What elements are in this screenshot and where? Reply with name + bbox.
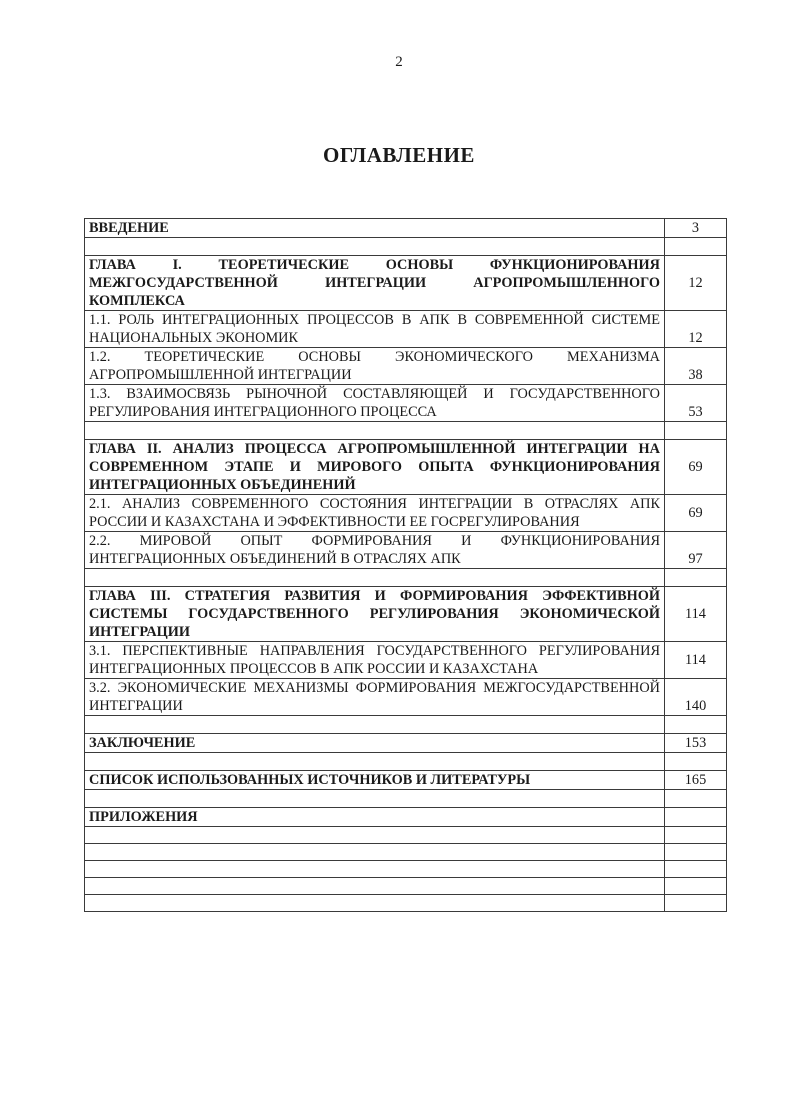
toc-entry-title: 2.2. МИРОВОЙ ОПЫТ ФОРМИРОВАНИЯ И ФУНКЦИОНИРОВАНИЯ ИНТЕГРАЦИОННЫХ ОБЪЕДИНЕНИЙ В ОТРАСЛЯХ АПК [85, 532, 665, 569]
toc-row-section-1-1 [85, 311, 727, 348]
toc-empty-row [85, 878, 727, 895]
toc-entry-title: 3.2. ЭКОНОМИЧЕСКИЕ МЕХАНИЗМЫ ФОРМИРОВАНИЯ МЕЖГОСУДАРСТВЕННОЙ ИНТЕГРАЦИИ [85, 679, 665, 716]
toc-entry-page: 53 [665, 385, 727, 422]
toc-entry-page: 140 [665, 679, 727, 716]
toc-entry-page: 114 [665, 587, 727, 642]
toc-row-section-1-3 [85, 385, 727, 422]
toc-empty-row [85, 827, 727, 844]
toc-entry-title: СПИСОК ИСПОЛЬЗОВАННЫХ ИСТОЧНИКОВ И ЛИТЕРАТУРЫ [85, 771, 665, 790]
toc-entry-title: ГЛАВА III. СТРАТЕГИЯ РАЗВИТИЯ И ФОРМИРОВАНИЯ ЭФФЕКТИВНОЙ СИСТЕМЫ ГОСУДАРСТВЕННОГО РЕГУЛИРОВАНИЯ ЭКОНОМИЧЕСКОЙ ИНТЕГРАЦИИ [85, 587, 665, 642]
toc-row-chapter-3 [85, 587, 727, 642]
toc-entry-page: 153 [665, 734, 727, 753]
toc-row-chapter-1 [85, 256, 727, 311]
toc-row-conclusion [85, 734, 727, 753]
toc-entry-page: 97 [665, 532, 727, 569]
toc-row-section-2-1 [85, 495, 727, 532]
toc-entry-title: 2.1. АНАЛИЗ СОВРЕМЕННОГО СОСТОЯНИЯ ИНТЕГРАЦИИ В ОТРАСЛЯХ АПК РОССИИ И КАЗАХСТАНА И ЭФФЕКТИВНОСТИ ЕЕ ГОСРЕГУЛИРОВАНИЯ [85, 495, 665, 532]
toc-entry-title: ВВЕДЕНИЕ [85, 219, 665, 238]
toc-entry-page: 38 [665, 348, 727, 385]
toc-row-chapter-2 [85, 440, 727, 495]
toc-entry-title: 1.1. РОЛЬ ИНТЕГРАЦИОННЫХ ПРОЦЕССОВ В АПК В СОВРЕМЕННОЙ СИСТЕМЕ НАЦИОНАЛЬНЫХ ЭКОНОМИК [85, 311, 665, 348]
toc-entry-title: ПРИЛОЖЕНИЯ [85, 808, 665, 827]
table-of-contents [84, 218, 727, 912]
toc-spacer-row [85, 238, 727, 256]
page-number: 2 [395, 54, 403, 70]
toc-entry-page: 165 [665, 771, 727, 790]
toc-entry-page: 69 [665, 495, 727, 532]
toc-row-appendix [85, 808, 727, 827]
toc-spacer-row [85, 569, 727, 587]
toc-row-references [85, 771, 727, 790]
toc-entry-title: 1.2. ТЕОРЕТИЧЕСКИЕ ОСНОВЫ ЭКОНОМИЧЕСКОГО МЕХАНИЗМА АГРОПРОМЫШЛЕННОЙ ИНТЕГРАЦИИ [85, 348, 665, 385]
toc-entry-title: ГЛАВА II. АНАЛИЗ ПРОЦЕССА АГРОПРОМЫШЛЕННОЙ ИНТЕГРАЦИИ НА СОВРЕМЕННОМ ЭТАПЕ И МИРОВОГО ОПЫТА ФУНКЦИОНИРОВАНИЯ ИНТЕГРАЦИОННЫХ ОБЪЕДИНЕНИЙ [85, 440, 665, 495]
toc-entry-page [665, 808, 727, 827]
toc-row-intro [85, 219, 727, 238]
toc-spacer-row [85, 716, 727, 734]
toc-spacer-row [85, 753, 727, 771]
toc-entry-title: 1.3. ВЗАИМОСВЯЗЬ РЫНОЧНОЙ СОСТАВЛЯЮЩЕЙ И ГОСУДАРСТВЕННОГО РЕГУЛИРОВАНИЯ ИНТЕГРАЦИОННОГО ПРОЦЕССА [85, 385, 665, 422]
toc-entry-title: ЗАКЛЮЧЕНИЕ [85, 734, 665, 753]
toc-entry-title: ГЛАВА I. ТЕОРЕТИЧЕСКИЕ ОСНОВЫ ФУНКЦИОНИРОВАНИЯ МЕЖГОСУДАРСТВЕННОЙ ИНТЕГРАЦИИ АГРОПРОМЫШЛЕННОГО КОМПЛЕКСА [85, 256, 665, 311]
toc-row-section-3-2 [85, 679, 727, 716]
toc-row-section-1-2 [85, 348, 727, 385]
page-title: ОГЛАВЛЕНИЕ [323, 143, 475, 167]
toc-entry-page: 3 [665, 219, 727, 238]
toc-empty-row [85, 844, 727, 861]
toc-entry-title: 3.1. ПЕРСПЕКТИВНЫЕ НАПРАВЛЕНИЯ ГОСУДАРСТВЕННОГО РЕГУЛИРОВАНИЯ ИНТЕГРАЦИОННЫХ ПРОЦЕССОВ В АПК РОССИИ И КАЗАХСТАНА [85, 642, 665, 679]
toc-entry-page: 12 [665, 256, 727, 311]
toc-entry-page: 114 [665, 642, 727, 679]
toc-row-section-3-1 [85, 642, 727, 679]
toc-row-section-2-2 [85, 532, 727, 569]
toc-spacer-row [85, 422, 727, 440]
toc-spacer-row [85, 790, 727, 808]
toc-empty-row [85, 895, 727, 912]
toc-entry-page: 69 [665, 440, 727, 495]
toc-entry-page: 12 [665, 311, 727, 348]
toc-empty-row [85, 861, 727, 878]
